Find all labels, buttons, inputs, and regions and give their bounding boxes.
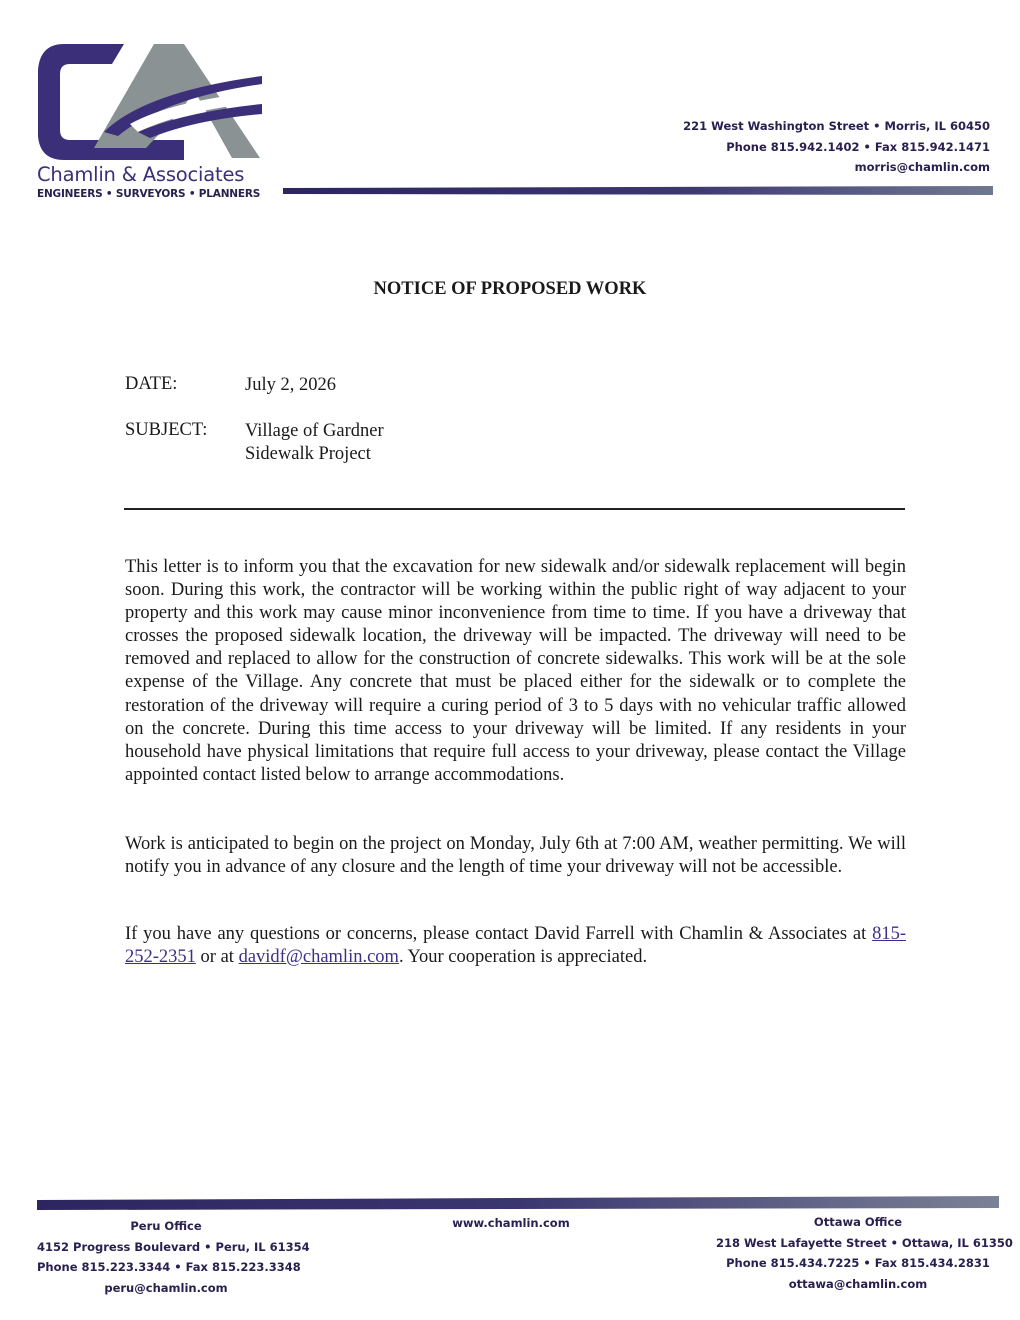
document-title: NOTICE OF PROPOSED WORK [373, 279, 647, 299]
company-name: Chamlin & Associates [37, 163, 245, 186]
body-paragraph-1: This letter is to inform you that the excavation for new sidewalk and/or sidewalk replacement will begin soon. During this work, the contractor will be working within the public right of way adjacent to your property and this work may cause minor inconvenience from time to time. If you have a driveway that crosses the proposed sidewalk location, the driveway will be impacted. The driveway will need to be removed and replaced to allow for the construction of concrete sidewalks. This work will be at the sole expense of the Village. Any concrete that must be placed either for the sidewalk or to complete the restoration of the driveway will require a curing period of 3 to 5 days with no vehicular traffic allowed on the concrete. During this time access to your driveway will be limited. If any residents in your household have physical limitations that require full access to your driveway, please contact the Village appointed contact listed below to arrange accommodations. [125, 557, 906, 785]
company-logo [34, 40, 266, 162]
peru-phone-fax: Phone 815.223.3344 • Fax 815.223.3348 [37, 1260, 301, 1274]
header-rule [283, 186, 993, 198]
peru-address: 4152 Progress Boulevard • Peru, IL 61354 [37, 1239, 310, 1254]
subject-value [245, 420, 384, 466]
subject-divider [124, 508, 905, 510]
morris-phone-fax: Phone 815.942.1402 • Fax 815.942.1471 [726, 139, 990, 154]
date-value: July 2, 2026 [245, 375, 336, 395]
date-label: DATE: [125, 374, 178, 394]
peru-office-name: Peru Office [130, 1219, 202, 1233]
contact-phone-link[interactable]: 815-252-2351 [125, 924, 906, 968]
body-paragraph-2: Work is anticipated to begin on the project on Monday, July 6th at 7:00 AM, weather permitting. We will notify you in advance of any closure and the length of time your driveway will not be accessible. [125, 834, 906, 878]
ottawa-address: 218 West Lafayette Street • Ottawa, IL 61350 [716, 1235, 1013, 1250]
contact-email-link[interactable]: davidf@chamlin.com [238, 947, 399, 968]
morris-office-contact [683, 116, 990, 178]
body-paragraph-3 [125, 923, 906, 969]
ottawa-phone-fax: Phone 815.434.7225 • Fax 815.434.2831 [726, 1256, 990, 1270]
subject-line-1: Village of Gardner [245, 421, 384, 441]
closing-sentence: . Your cooperation is appreciated. [398, 947, 648, 968]
footer-rule [37, 1196, 999, 1212]
peru-office [37, 1216, 310, 1298]
morris-address: 221 West Washington Street • Morris, IL 60450 [683, 119, 990, 133]
subject-label: SUBJECT: [125, 420, 208, 440]
ottawa-email: ottawa@chamlin.com [788, 1276, 928, 1291]
contact-sentence: If you have any questions or concerns, please contact David Farrell with Chamlin & Associates at [125, 924, 867, 944]
website[interactable]: www.chamlin.com [452, 1216, 570, 1230]
morris-email: morris@chamlin.com [854, 160, 990, 174]
subject-line-2: Sidewalk Project [245, 444, 371, 464]
peru-email: peru@chamlin.com [104, 1280, 228, 1295]
ottawa-office [716, 1212, 1013, 1294]
ottawa-office-name: Ottawa Office [813, 1215, 903, 1229]
company-tagline: ENGINEERS • SURVEYORS • PLANNERS [37, 188, 261, 200]
contact-connector: or at [195, 947, 239, 968]
